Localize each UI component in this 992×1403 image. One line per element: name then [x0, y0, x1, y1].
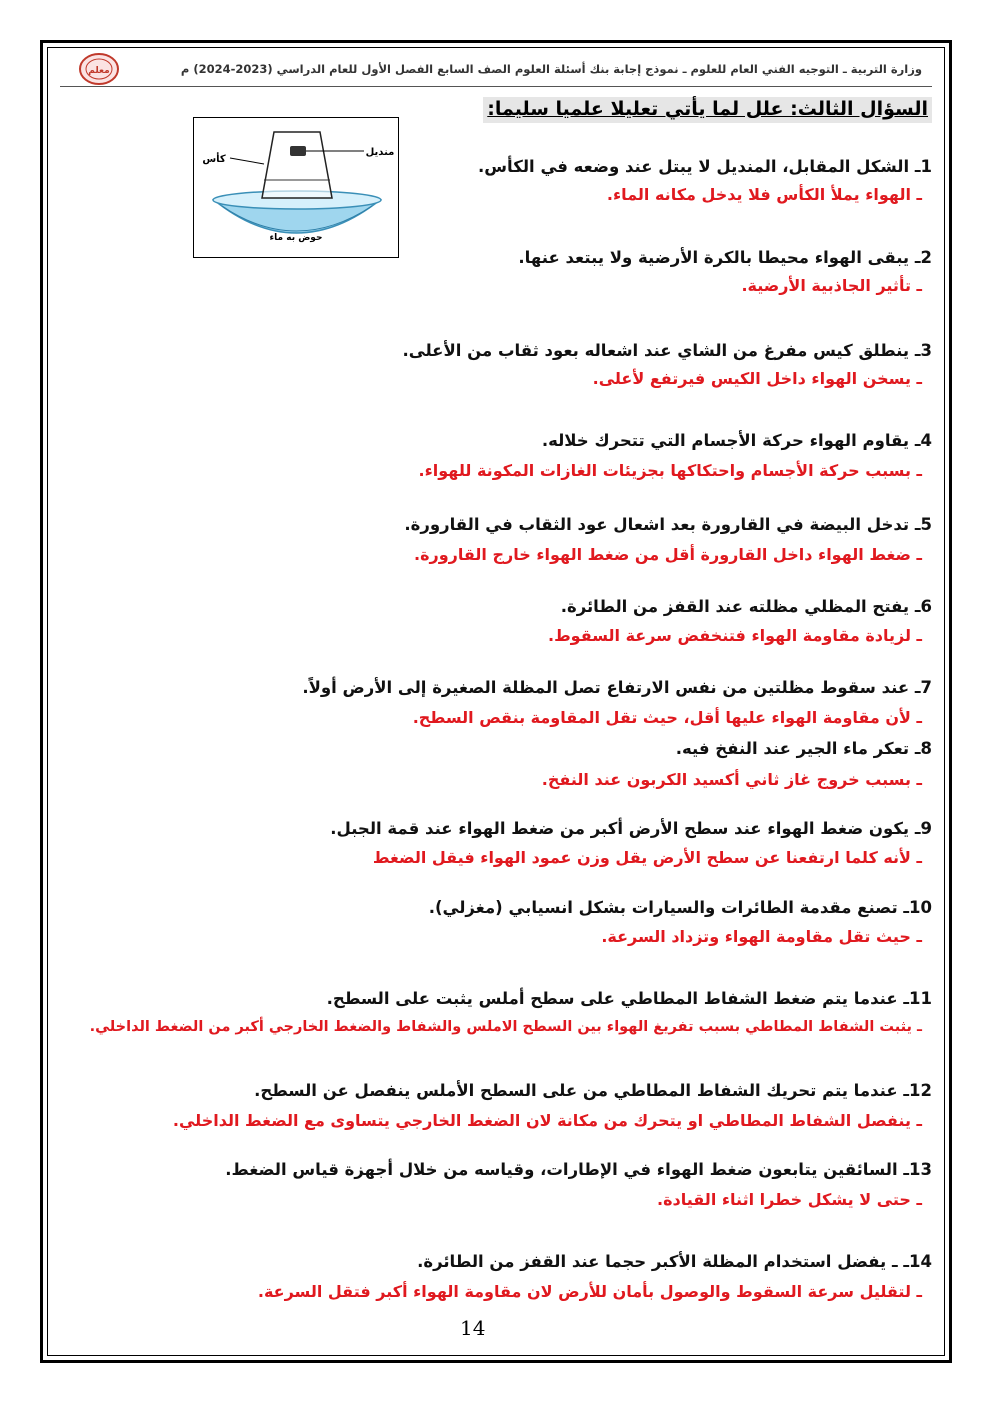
answer-14: ـ لتقليل سرعة السقوط والوصول بأمان للأرض لان مقاومة الهواء أكبر فتقل السرعة. [257, 1282, 922, 1301]
page-header: وزارة التربية ـ التوجيه الفني العام للعلوم ـ نموذج إجابة بنك أسئلة العلوم الصف السابع الفصل الأول للعام الدراسي (2023-2024) م [180, 62, 922, 76]
answer-7: ـ لأن مقاومة الهواء عليها أقل، حيث تقل المقاومة بنقص السطح. [412, 708, 922, 727]
question-5: 5ـ تدخل البيضة في القارورة بعد اشعال عود الثقاب في القارورة. [404, 515, 932, 534]
header-divider [60, 86, 932, 87]
question-10: 10ـ تصنع مقدمة الطائرات والسيارات بشكل انسيابي (مغزلي). [428, 898, 932, 917]
answer-5: ـ ضغط الهواء داخل القارورة أقل من ضغط الهواء خارج القارورة. [414, 545, 922, 564]
section-title: السؤال الثالث: علل لما يأتي تعليلا علميا سليما: [483, 97, 932, 123]
question-7: 7ـ عند سقوط مظلتين من نفس الارتفاع تصل المظلة الصغيرة إلى الأرض أولاً. [302, 678, 932, 697]
answer-6: ـ لزيادة مقاومة الهواء فتنخفض سرعة السقوط. [547, 626, 922, 645]
answer-8: ـ بسبب خروج غاز ثاني أكسيد الكربون عند النفخ. [541, 770, 922, 789]
question-6: 6ـ يفتح المظلي مظلته عند القفز من الطائرة. [560, 597, 932, 616]
label-tissue: منديل [365, 147, 395, 158]
answer-9: ـ لأنه كلما ارتفعنا عن سطح الأرض يقل وزن عمود الهواء فيقل الضغط [372, 848, 922, 867]
tissue-glass-figure [193, 117, 399, 258]
question-9: 9ـ يكون ضغط الهواء عند سطح الأرض أكبر من ضغط الهواء عند قمة الجبل. [330, 819, 932, 838]
label-basin: حوض به ماء [269, 233, 323, 243]
question-12: 12ـ عندما يتم تحريك الشفاط المطاطي من على السطح الأملس ينفصل عن السطح. [254, 1081, 932, 1100]
question-11: 11ـ عندما يتم ضغط الشفاط المطاطي على سطح أملس يثبت على السطح. [326, 989, 932, 1008]
figure-drawing [194, 118, 398, 257]
question-14: 14ـ ـ يفضل استخدام المظلة الأكبر حجما عند القفز من الطائرة. [417, 1252, 932, 1271]
question-8: 8ـ تعكر ماء الجير عند النفخ فيه. [675, 739, 932, 758]
ministry-logo [78, 52, 120, 86]
logo-text: معلم [88, 66, 110, 76]
answer-13: ـ حتى لا يشكل خطرا اثناء القيادة. [657, 1190, 922, 1209]
question-4: 4ـ يقاوم الهواء حركة الأجسام التي تتحرك خلاله. [541, 431, 932, 450]
question-3: 3ـ ينطلق كيس مفرغ من الشاي عند اشعاله بعود ثقاب من الأعلى. [402, 341, 932, 360]
answer-10: ـ حيث تقل مقاومة الهواء وتزداد السرعة. [601, 927, 922, 946]
answer-2: ـ تأثير الجاذبية الأرضية. [741, 276, 922, 295]
answer-3: ـ يسخن الهواء داخل الكيس فيرتفع لأعلى. [592, 369, 922, 388]
answer-1: ـ الهواء يملأ الكأس فلا يدخل مكانه الماء. [606, 185, 922, 204]
question-13: 13ـ السائقين يتابعون ضغط الهواء في الإطارات، وقياسه من خلال أجهزة قياس الضغط. [225, 1160, 932, 1179]
answer-4: ـ بسبب حركة الأجسام واحتكاكها بجزيئات الغازات المكونة للهواء. [418, 461, 922, 480]
question-2: 2ـ يبقى الهواء محيطا بالكرة الأرضية ولا يبتعد عنها. [518, 248, 932, 267]
label-glass: كأس [202, 154, 226, 165]
page-number: 14 [460, 1316, 486, 1340]
answer-11: ـ يثبت الشفاط المطاطي بسبب تفريغ الهواء بين السطح الاملس والشفاط والضغط الخارجي أكبر من الضغط الداخلي. [89, 1019, 922, 1035]
question-1: 1ـ الشكل المقابل، المنديل لا يبتل عند وضعه في الكأس. [478, 157, 932, 176]
answer-12: ـ ينفصل الشفاط المطاطي او يتحرك من مكانة لان الضغط الخارجي يتساوى مع الضغط الداخلي. [172, 1111, 922, 1130]
